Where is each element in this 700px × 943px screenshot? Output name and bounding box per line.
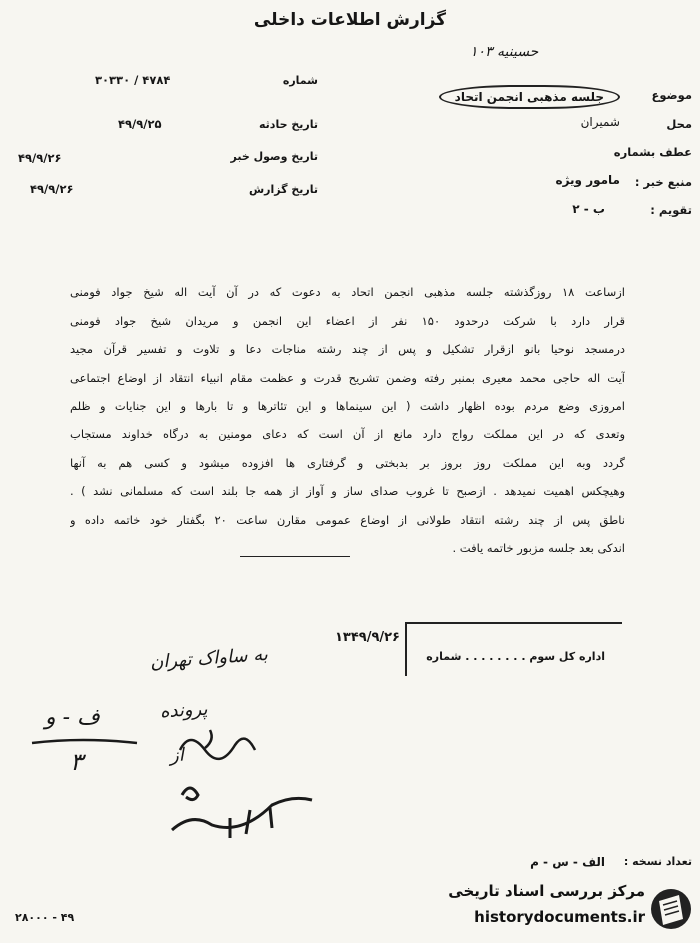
- number-label: شماره: [282, 74, 318, 87]
- handwritten-top-note: حسینیه ۱۰۳: [470, 44, 539, 60]
- event-date-label: تاریخ حادثه: [259, 118, 318, 131]
- body-line: ناطق پس از چند رشته انتقاد طولانی از اوضاع عمومی مقارن ساعت ۲۰ بگفتار خود خاتمه داده و: [70, 513, 625, 527]
- body-line: وتعدی که در این مملکت رواج دارد مانع از آن است که دعای مومنین به درگاه خداوند مستجاب: [70, 427, 625, 441]
- event-date-value: ۴۹/۹/۲۵: [118, 117, 162, 131]
- report-date-label: تاریخ گزارش: [248, 183, 318, 196]
- subject-label: موضوع: [651, 88, 692, 102]
- report-title: گزارش اطلاعات داخلی: [253, 10, 447, 30]
- evaluation-label: تقویم :: [650, 203, 692, 217]
- margin-note: ف - و: [45, 705, 100, 730]
- watermark-name: مرکز بررسی اسناد تاریخی: [448, 882, 645, 900]
- place-label: محل: [666, 117, 692, 131]
- stamp-text: اداره کل سوم . . . . . . . . شماره: [426, 650, 605, 663]
- archive-logo-icon: [649, 885, 693, 933]
- body-line: آیت اله حاجی محمد معیری بمنبر رفته وضمن تشریح قدرت و عظمت مقام انبیاء انتقاد از اوضاع اجتماعی: [70, 371, 625, 385]
- copies-label: تعداد نسخه :: [623, 855, 692, 868]
- body-line: قرار دارد با شرکت درحدود ۱۵۰ نفر از اعضاء این انجمن و مریدان شیخ جواد فومنی: [70, 314, 625, 328]
- body-line: امروزی وضع مردم بوده اظهار داشت ( این سینماها و این تئاترها و تا بارها و این جنایات و ظلم: [70, 399, 625, 413]
- body-line: گردد وبه این مملکت روز بروز بر بدبختی و گرفتاری ها افزوده میشود و کسی هم به آنها: [70, 456, 625, 470]
- place-value: شمیران: [580, 115, 620, 129]
- receipt-date-label: تاریخ وصول خبر: [230, 150, 318, 163]
- body-line: اندکی بعد جلسه مزبور خاتمه یافت .: [452, 541, 625, 555]
- stamp-bracket: [405, 622, 622, 676]
- body-line: درمسجد نوحیا بانو ازقرار تشکیل و پس از چند رشته مناجات دعا و تلاوت و تفسیر قرآن مجید: [70, 342, 625, 356]
- signature-scribble: [150, 690, 350, 850]
- source-label: منبع خبر :: [634, 175, 692, 189]
- form-code: ۲۸۰۰۰ - ۴۹: [15, 911, 75, 924]
- stamp-date: ۱۳۴۹/۹/۲۶: [334, 630, 400, 645]
- subject-value: جلسه مذهبی انجمن اتحاد: [439, 85, 620, 109]
- watermark: [415, 880, 695, 940]
- handwritten-note: پرونده: [159, 698, 209, 723]
- margin-underline: [30, 735, 140, 749]
- handwritten-note: از: [169, 744, 185, 767]
- report-date-value: ۴۹/۹/۲۶: [30, 182, 74, 196]
- copies-value: الف - س - م: [530, 855, 605, 869]
- evaluation-value: ب - ۲: [572, 202, 605, 216]
- handwritten-note: به ساواک تهران: [149, 643, 269, 674]
- number-value: ۳۰۳۳۰ / ۴۷۸۴: [95, 73, 171, 87]
- source-value: مامور ویژه: [555, 173, 620, 187]
- reference-label: عطف بشماره: [613, 145, 692, 159]
- receipt-date-value: ۴۹/۹/۲۶: [18, 151, 62, 165]
- margin-number: ۳: [70, 748, 83, 776]
- end-line: [240, 556, 350, 557]
- watermark-url: historydocuments.ir: [474, 908, 645, 926]
- body-line: وهیچکس اهمیت نمیدهد . ازصبح تا غروب صدای ساز و آواز از همه جا بلند است که مسلمانی نشد ) .: [70, 484, 625, 498]
- body-line: ازساعت ۱۸ روزگذشته جلسه مذهبی انجمن اتحاد به دعوت که در آن آیت اله شیخ جواد فومنی: [70, 285, 625, 299]
